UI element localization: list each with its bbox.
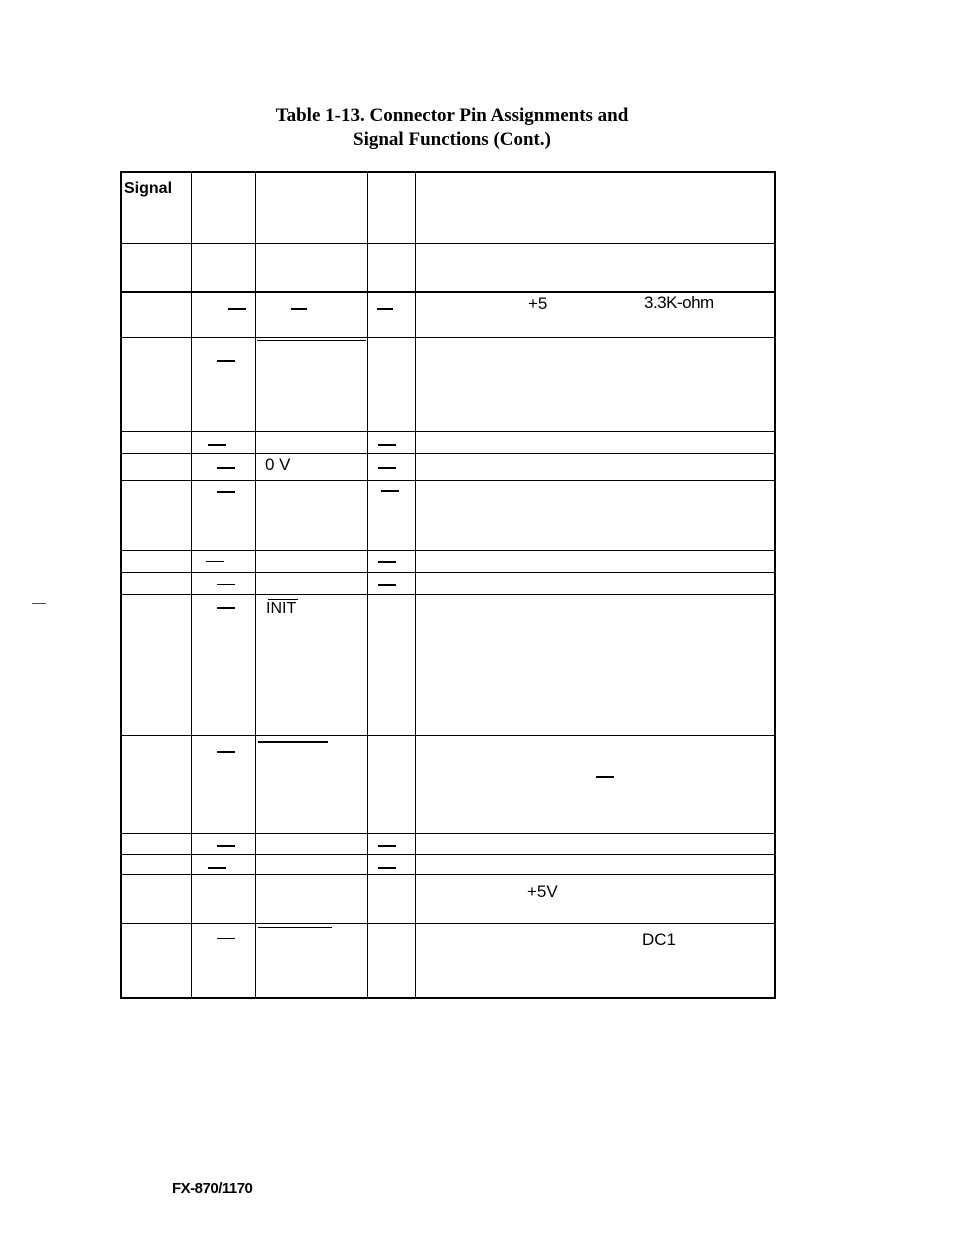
dash-mark xyxy=(378,584,396,586)
dash-mark xyxy=(378,561,396,563)
ground-0v: 0 V xyxy=(265,455,291,474)
table-bottom-border xyxy=(120,997,776,999)
dash-mark xyxy=(378,467,396,469)
table-title xyxy=(0,104,904,152)
row-divider xyxy=(120,337,776,338)
signal-overline xyxy=(258,927,332,928)
row-divider xyxy=(120,550,776,551)
dash-mark xyxy=(217,584,235,585)
dash-mark xyxy=(217,491,235,493)
table-left-border xyxy=(120,171,122,999)
dash-mark xyxy=(381,490,399,492)
dash-mark xyxy=(378,867,396,869)
row-divider xyxy=(120,735,776,736)
signal-overline xyxy=(257,340,366,341)
row-divider xyxy=(120,594,776,595)
pin-assignment-table xyxy=(120,171,776,999)
dash-mark xyxy=(217,360,235,362)
scan-mark xyxy=(32,603,46,604)
dash-mark xyxy=(228,308,246,310)
row-divider xyxy=(120,874,776,875)
dash-mark xyxy=(206,561,224,562)
table-title-line-1: Table 1-13. Connector Pin Assignments and xyxy=(275,105,629,126)
row-divider xyxy=(120,854,776,855)
dash-mark xyxy=(217,467,235,469)
dash-mark xyxy=(377,308,393,310)
dash-mark xyxy=(378,444,396,446)
init-signal: INIT xyxy=(266,600,297,617)
row-divider xyxy=(120,833,776,834)
table-right-border xyxy=(774,171,776,999)
control-code-dc1: DC1 xyxy=(642,930,677,949)
dash-mark xyxy=(217,607,235,609)
row-divider xyxy=(120,431,776,432)
header-signal-label: Signal xyxy=(124,180,173,197)
voltage-plus5v: +5V xyxy=(527,882,558,901)
column-divider xyxy=(255,171,256,999)
dash-mark xyxy=(217,751,235,753)
row-divider xyxy=(120,923,776,924)
table-title-line-2: Signal Functions (Cont.) xyxy=(353,129,551,150)
table-top-border xyxy=(120,171,776,173)
row-divider xyxy=(120,480,776,481)
row-divider xyxy=(120,453,776,454)
dash-mark xyxy=(378,845,396,847)
dash-mark xyxy=(291,308,307,310)
signal-overline xyxy=(258,741,328,743)
column-divider xyxy=(367,171,368,999)
footer-model-number: FX-870/1170 xyxy=(172,1180,253,1197)
dash-mark xyxy=(217,938,235,939)
voltage-plus5: +5 xyxy=(528,294,548,313)
dash-mark xyxy=(217,845,235,847)
resistor-value: 3.3K-ohm xyxy=(644,293,714,312)
row-divider xyxy=(120,572,776,573)
dash-mark xyxy=(208,867,226,869)
row-divider xyxy=(120,243,776,244)
dash-mark xyxy=(208,444,226,446)
column-divider xyxy=(191,171,192,999)
column-divider xyxy=(415,171,416,999)
dash-mark xyxy=(596,776,614,778)
